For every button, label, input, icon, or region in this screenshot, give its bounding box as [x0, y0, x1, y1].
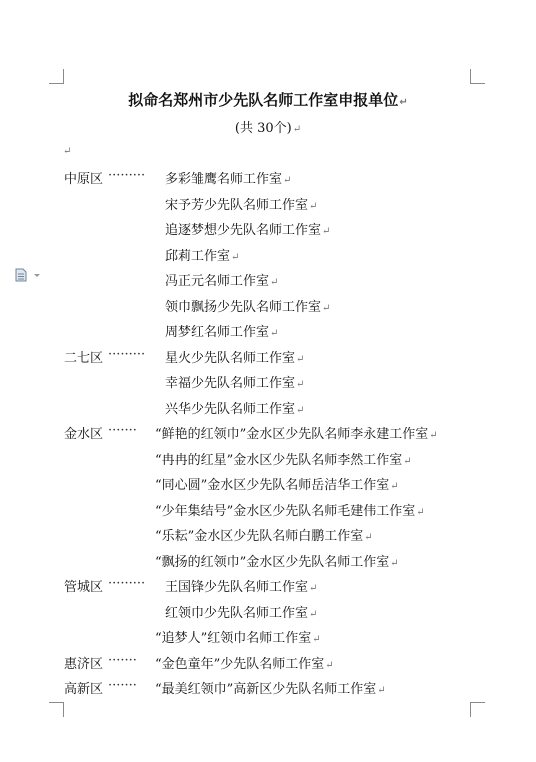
document-icon[interactable] — [15, 268, 41, 282]
unit-name: 红领巾少先队名师工作室↵ — [165, 605, 318, 621]
unit-name: “同心圆”金水区少先队名师岳洁华工作室↵ — [155, 478, 399, 493]
district-label: 管城区 — [64, 580, 104, 595]
unit-name: 王国锋少先队名师工作室↵ — [165, 580, 318, 595]
unit-name: “冉冉的红星”金水区少先队名师李然工作室↵ — [155, 452, 412, 468]
page-corner-top-right — [470, 69, 485, 84]
unit-name: “最美红领巾”高新区少先队名师工作室↵ — [155, 682, 386, 697]
unit-name: 领巾飘扬少先队名师工作室↵ — [165, 299, 331, 315]
unit-name: 周梦红名师工作室↵ — [165, 325, 279, 340]
unit-name: “鲜艳的红领巾”金水区少先队名师李永建工作室↵ — [155, 427, 438, 442]
unit-name: “乐耘”金水区少先队名师白鹏工作室↵ — [155, 529, 373, 544]
page-corner-top-left — [49, 69, 64, 84]
document-title: 拟命名郑州市少先队名师工作室申报单位↵ — [128, 91, 408, 109]
dot-leader: ······· — [108, 423, 137, 438]
unit-name: 兴华少先队名师工作室↵ — [165, 401, 305, 417]
unit-name: “追梦人”红领巾名师工作室↵ — [155, 631, 321, 646]
page-corner-bottom-right — [470, 702, 485, 717]
dot-leader: ········· — [108, 346, 146, 362]
district-label: 惠济区 — [64, 656, 104, 672]
unit-name: 邱莉工作室↵ — [165, 248, 240, 264]
empty-paragraph-mark: ↵ — [63, 146, 72, 157]
unit-name: “金色童年”少先队名师工作室↵ — [155, 656, 334, 672]
unit-name: 宋予芳少先队名师工作室↵ — [165, 197, 318, 213]
document-subtitle: (共 30个)↵ — [234, 121, 302, 136]
unit-name: 冯正元名师工作室↵ — [165, 274, 279, 289]
page-corner-bottom-left — [49, 702, 64, 717]
unit-name: 星火少先队名师工作室↵ — [165, 350, 305, 366]
dot-leader: ········· — [108, 168, 146, 183]
dot-leader: ······· — [108, 652, 137, 668]
district-label: 二七区 — [64, 350, 104, 366]
unit-name: 幸福少先队名师工作室↵ — [165, 376, 305, 391]
unit-name: 追逐梦想少先队名师工作室↵ — [165, 223, 331, 238]
dot-leader: ········· — [108, 576, 146, 591]
dot-leader: ······· — [108, 678, 137, 693]
unit-name: 多彩雏鹰名师工作室↵ — [165, 172, 292, 187]
district-label: 高新区 — [64, 682, 104, 697]
district-label: 中原区 — [64, 172, 104, 187]
unit-name: “飘扬的红领巾”金水区少先队名师工作室↵ — [155, 554, 399, 570]
district-label: 金水区 — [64, 427, 104, 442]
unit-name: “少年集结号”金水区少先队名师毛建伟工作室↵ — [155, 503, 425, 519]
